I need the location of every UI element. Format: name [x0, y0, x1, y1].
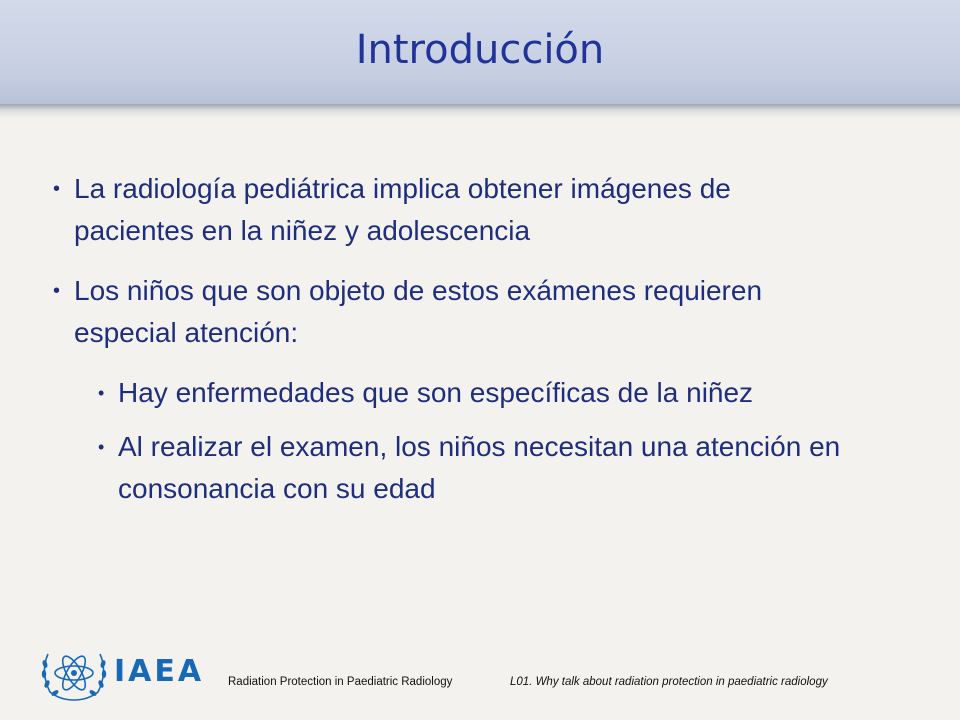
header-shadow	[0, 104, 960, 118]
sub-bullet-dot-icon: •	[98, 437, 105, 457]
slide-footer	[0, 630, 960, 720]
sub-bullet-1-text: Hay enfermedades que son específicas de la niñez	[118, 377, 754, 408]
bullet-1	[0, 168, 854, 252]
slide-title: Introducción	[355, 27, 605, 73]
bullet-1-text: La radiología pediátrica implica obtener imágenes de pacientes en la niñez y adolescencia	[74, 173, 731, 246]
footer-course-title: Radiation Protection in Paediatric Radiology	[228, 676, 453, 688]
bullet-2-text: Los niños que son objeto de estos exámenes requieren especial atención:	[74, 275, 763, 348]
sub-bullet-2	[0, 426, 878, 510]
bullet-dot-icon: •	[53, 280, 61, 302]
sub-bullet-dot-icon: •	[98, 383, 105, 403]
iaea-emblem-icon	[38, 642, 110, 702]
bullet-dot-icon: •	[53, 178, 61, 200]
slide-content	[0, 168, 960, 522]
iaea-logo-text: IAEA	[114, 654, 205, 689]
sub-bullet-1	[0, 372, 878, 414]
footer-lesson-title: L01. Why talk about radiation protection in paediatric radiology	[510, 676, 828, 688]
sub-bullet-2-text: Al realizar el examen, los niños necesitan una atención en consonancia con su edad	[118, 431, 841, 504]
bullet-2	[0, 270, 854, 354]
